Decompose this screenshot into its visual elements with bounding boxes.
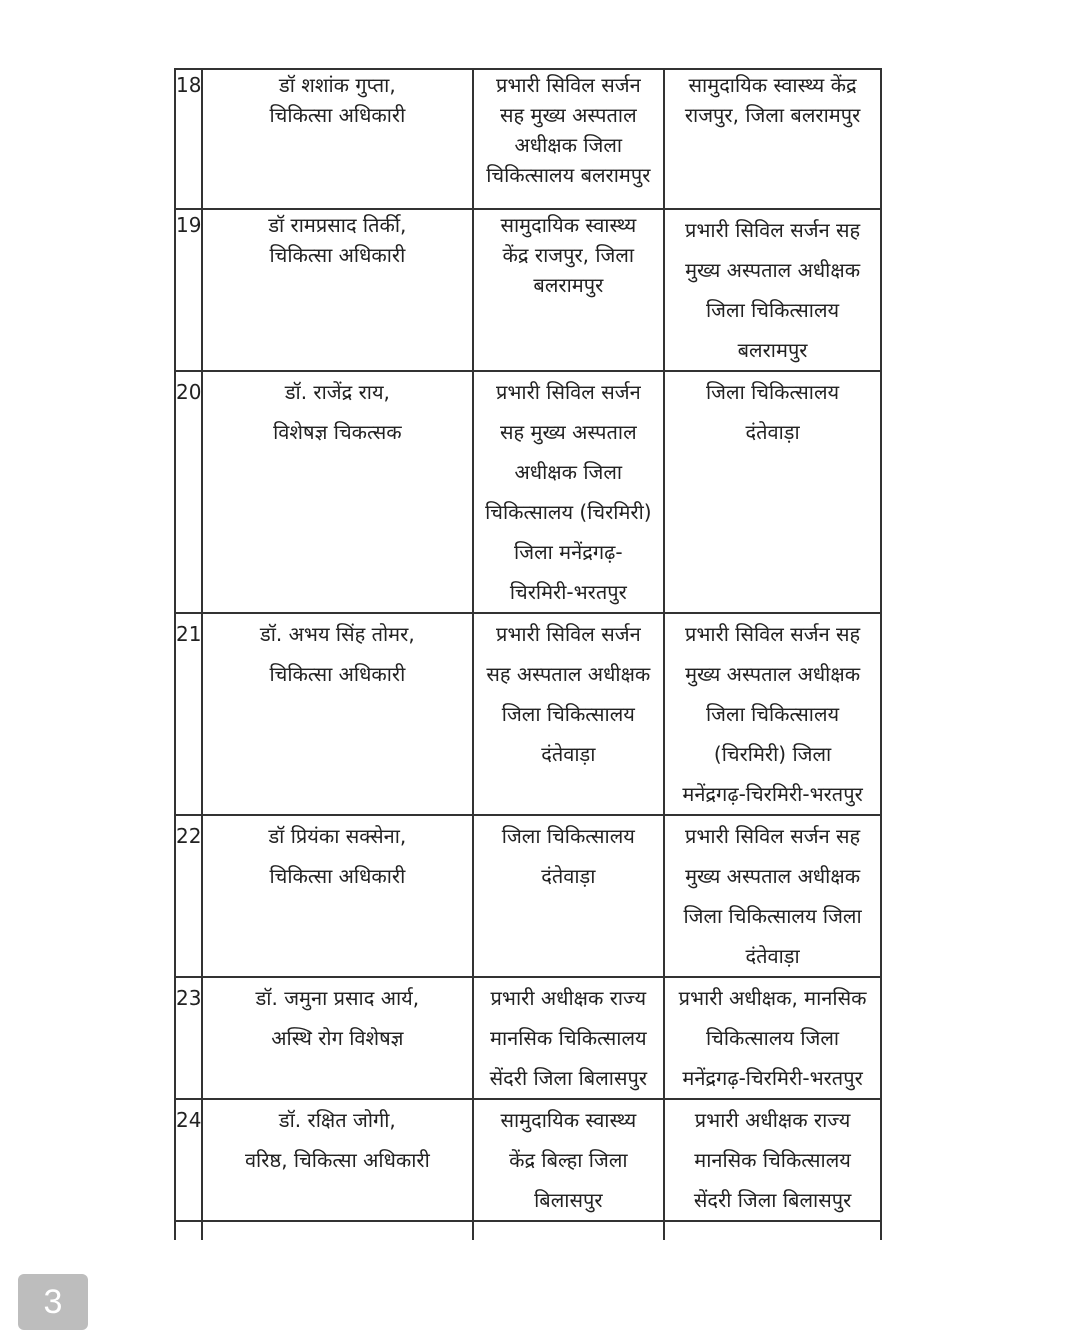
serial-number: 24: [175, 1099, 202, 1221]
current-posting-line: प्रभारी सिविल सर्जन: [495, 73, 641, 97]
current-posting-line: सह अस्पताल अधीक्षक: [486, 662, 651, 686]
current-posting-cell: [473, 977, 665, 1099]
new-posting-line: प्रभारी अधीक्षक, मानसिक: [678, 986, 867, 1010]
new-posting-cell: [664, 977, 881, 1099]
current-posting-cell: [473, 371, 665, 613]
officer-name: डॉ. जमुना प्रसाद आर्य,: [255, 986, 420, 1010]
new-posting-line: जिला चिकित्सालय जिला: [683, 904, 862, 928]
new-posting-line: मुख्य अस्पताल अधीक्षक: [685, 258, 861, 282]
new-posting-line: बलरामपुर: [737, 338, 808, 362]
current-posting-line: सह मुख्य अस्पताल: [499, 420, 637, 444]
transfer-table: [174, 68, 882, 1240]
current-posting-line: अधीक्षक जिला: [514, 133, 623, 157]
new-posting-line: सामुदायिक स्वास्थ्य केंद्र: [688, 73, 857, 97]
table-row: [175, 371, 881, 613]
table-row: [175, 69, 881, 209]
new-posting-cell: [664, 371, 881, 613]
current-posting-line: मानसिक चिकित्सालय: [489, 1026, 647, 1050]
current-posting-line: प्रभारी अधीक्षक राज्य: [490, 986, 647, 1010]
current-posting-line: केंद्र राजपुर, जिला: [502, 243, 635, 267]
new-posting-line: जिला चिकित्सालय: [706, 298, 840, 322]
new-posting-line: मनेंद्रगढ़-चिरमिरी-भरतपुर: [682, 782, 863, 806]
current-posting-cell: [473, 1099, 665, 1221]
serial-number: 23: [175, 977, 202, 1099]
current-posting-line: जिला चिकित्सालय: [501, 702, 635, 726]
officer-designation: चिकित्सा अधिकारी: [269, 864, 406, 888]
officer-name-cell: [202, 371, 472, 613]
new-posting-line: प्रभारी सिविल सर्जन सह: [684, 622, 861, 646]
current-posting-line: सह मुख्य अस्पताल: [499, 103, 637, 127]
officer-designation: अस्थि रोग विशेषज्ञ: [271, 1026, 404, 1050]
current-posting-line: दंतेवाड़ा: [541, 864, 596, 888]
officer-name: डॉ शशांक गुप्ता,: [279, 73, 396, 97]
officer-name: डॉ प्रियंका सक्सेना,: [268, 824, 407, 848]
officer-name-cell: [202, 977, 472, 1099]
officer-name: डॉ. रक्षित जोगी,: [278, 1108, 396, 1132]
table-row: [175, 209, 881, 371]
new-posting-line: चिकित्सालय जिला: [706, 1026, 840, 1050]
current-posting-line: चिरमिरी-भरतपुर: [509, 580, 627, 604]
current-posting-line: अधीक्षक जिला: [514, 460, 623, 484]
new-posting-line: सेंदरी जिला बिलासपुर: [693, 1188, 852, 1212]
current-posting-line: बिलासपुर: [534, 1188, 603, 1212]
new-posting-line: प्रभारी अधीक्षक राज्य: [694, 1108, 851, 1132]
current-posting-line: जिला मनेंद्रगढ़-: [514, 540, 623, 564]
current-posting-line: चिकित्सालय (चिरमिरी): [485, 500, 652, 524]
officer-name-cell: [202, 1099, 472, 1221]
table-row: [175, 815, 881, 977]
new-posting-line: मुख्य अस्पताल अधीक्षक: [685, 662, 861, 686]
empty-cell: [664, 1221, 881, 1240]
page-number-badge: 3: [18, 1274, 88, 1330]
officer-designation: विशेषज्ञ चिकत्सक: [273, 420, 402, 444]
current-posting-line: चिकित्सालय बलरामपुर: [486, 163, 651, 187]
new-posting-cell: [664, 815, 881, 977]
current-posting-line: प्रभारी सिविल सर्जन: [495, 622, 641, 646]
serial-number: 21: [175, 613, 202, 815]
transfer-table-body: [175, 69, 881, 1240]
serial-number: 20: [175, 371, 202, 613]
officer-name-cell: [202, 815, 472, 977]
current-posting-line: दंतेवाड़ा: [541, 742, 596, 766]
new-posting-cell: [664, 1099, 881, 1221]
officer-designation: चिकित्सा अधिकारी: [269, 103, 406, 127]
empty-cell: [473, 1221, 665, 1240]
current-posting-cell: [473, 815, 665, 977]
new-posting-cell: [664, 69, 881, 209]
current-posting-line: केंद्र बिल्हा जिला: [509, 1148, 628, 1172]
empty-cell: [202, 1221, 472, 1240]
new-posting-line: मनेंद्रगढ़-चिरमिरी-भरतपुर: [682, 1066, 863, 1090]
officer-name-cell: [202, 69, 472, 209]
new-posting-line: मुख्य अस्पताल अधीक्षक: [685, 864, 861, 888]
new-posting-cell: [664, 613, 881, 815]
new-posting-line: प्रभारी सिविल सर्जन सह: [684, 218, 861, 242]
current-posting-cell: [473, 69, 665, 209]
table-row-continuation: [175, 1221, 881, 1240]
serial-number: 18: [175, 69, 202, 209]
new-posting-line: जिला चिकित्सालय: [706, 380, 840, 404]
empty-cell: [175, 1221, 202, 1240]
officer-designation: चिकित्सा अधिकारी: [269, 243, 406, 267]
new-posting-line: राजपुर, जिला बलरामपुर: [684, 103, 861, 127]
officer-name: डॉ. राजेंद्र राय,: [284, 380, 390, 404]
serial-number: 22: [175, 815, 202, 977]
current-posting-line: प्रभारी सिविल सर्जन: [495, 380, 641, 404]
officer-name-cell: [202, 209, 472, 371]
officer-name: डॉ रामप्रसाद तिर्की,: [268, 213, 407, 237]
officer-name-cell: [202, 613, 472, 815]
new-posting-line: दंतेवाड़ा: [745, 944, 800, 968]
table-row: [175, 613, 881, 815]
new-posting-line: (चिरमिरी) जिला: [713, 742, 832, 766]
table-row: [175, 977, 881, 1099]
new-posting-line: दंतेवाड़ा: [745, 420, 800, 444]
new-posting-line: जिला चिकित्सालय: [706, 702, 840, 726]
new-posting-line: प्रभारी सिविल सर्जन सह: [684, 824, 861, 848]
officer-designation: वरिष्ठ, चिकित्सा अधिकारी: [244, 1148, 430, 1172]
current-posting-line: सामुदायिक स्वास्थ्य: [500, 1108, 637, 1132]
current-posting-line: सेंदरी जिला बिलासपुर: [489, 1066, 648, 1090]
current-posting-line: सामुदायिक स्वास्थ्य: [500, 213, 637, 237]
table-row: [175, 1099, 881, 1221]
new-posting-cell: [664, 209, 881, 371]
officer-designation: चिकित्सा अधिकारी: [269, 662, 406, 686]
serial-number: 19: [175, 209, 202, 371]
current-posting-cell: [473, 613, 665, 815]
current-posting-cell: [473, 209, 665, 371]
new-posting-line: मानसिक चिकित्सालय: [694, 1148, 851, 1172]
current-posting-line: बलरामपुर: [533, 273, 604, 297]
current-posting-line: जिला चिकित्सालय: [501, 824, 635, 848]
officer-name: डॉ. अभय सिंह तोमर,: [260, 622, 415, 646]
